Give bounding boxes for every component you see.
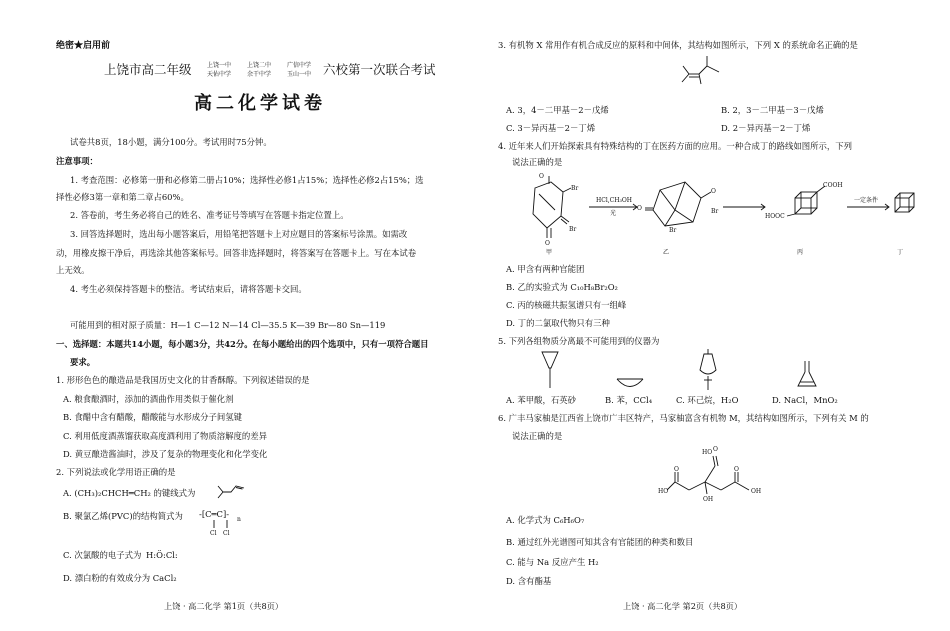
- atom-label: O: [545, 240, 550, 247]
- skeletal-formula-figure: [216, 482, 246, 500]
- question-1-option-d[interactable]: D. 黄豆酿造酱油时，涉及了复杂的物理变化和化学变化: [63, 449, 268, 459]
- compound-x-structure: [679, 52, 723, 88]
- reagent-label: 光: [610, 210, 617, 217]
- question-5-stem: 5. 下列各组物质分离最不可能用到的仪器为: [498, 336, 660, 346]
- question-3-option-a[interactable]: A. 3，4－二甲基－2－戊烯: [506, 105, 609, 115]
- section-heading: 一、选择题：本题共14小题，每小题3分，共42分。在每小题给出的四个选项中，只有一项符合题目: [56, 339, 429, 349]
- question-6-stem-cont: 说法正确的是: [512, 431, 563, 441]
- question-1-option-b[interactable]: B. 食醋中含有醋酸，醋酸能与水形成分子间氢键: [63, 412, 242, 422]
- question-5-option-a[interactable]: A. 苯甲酸，石英砂: [506, 395, 576, 405]
- question-2-stem: 2. 下列说法或化学用语正确的是: [56, 467, 176, 477]
- group-label: COOH: [823, 182, 843, 189]
- distillation-flask-icon: [795, 360, 819, 390]
- question-4-option-a[interactable]: A. 甲含有两种官能团: [506, 264, 585, 274]
- atom-label: Br: [669, 227, 677, 234]
- atom-label: Br: [571, 185, 579, 192]
- question-5-option-b[interactable]: B. 苯，CCl₄: [605, 395, 653, 405]
- question-1-option-a[interactable]: A. 粮食酿酒时，添加的酒曲作用类似于催化剂: [63, 394, 234, 404]
- question-4-stem-cont: 说法正确的是: [512, 157, 563, 167]
- school-name: 天佑中学: [207, 71, 232, 78]
- page-footer: 上饶 · 高二化学 第2页（共8页）: [623, 601, 743, 611]
- funnel-icon: [541, 350, 559, 390]
- paper-info: 试卷共8页，18小题，满分100分。考试用时75分钟。: [70, 137, 272, 147]
- hclo-electron-formula: H:Ö:Cl:: [146, 550, 178, 560]
- compound-label: 乙: [663, 249, 670, 256]
- atom-label: HO: [658, 488, 669, 495]
- note-line: 动，用橡皮擦干净后，再选涂其他答案标号。回答非选择题时，将答案写在答题卡上。写在本试卷: [56, 248, 417, 258]
- question-5-option-d[interactable]: D. NaCl，MnO₂: [772, 395, 838, 405]
- atom-label: O: [637, 205, 642, 212]
- pvc-bonds-figure: [205, 519, 235, 529]
- question-2-option-d[interactable]: D. 漂白粉的有效成分为 CaCl₂: [63, 573, 177, 583]
- atomic-masses: 可能用到的相对原子质量：H—1 C—12 N—14 Cl—35.5 K—39 Br—80 Sn—119: [70, 320, 386, 330]
- paper-title: 高二化学试卷: [194, 93, 326, 114]
- compound-label: 丙: [797, 249, 804, 256]
- note-line: 1. 考查范围：必修第一册和必修第二册占10%；选择性必修1占15%；选择性必修2占15%；选: [70, 175, 424, 185]
- question-2-option-b[interactable]: B. 聚氯乙烯(PVC)的结构简式为: [63, 511, 183, 521]
- question-6-option-a[interactable]: A. 化学式为 C₆H₆O₇: [506, 515, 585, 525]
- question-6-stem: 6. 广丰马家柚是江西省上饶市广丰区特产，马家柚富含有机物 M，其结构如图所示，下列有关 M 的: [498, 413, 869, 423]
- synthesis-route-figure: [525, 170, 925, 260]
- question-2-option-a[interactable]: A. (CH₃)₂CHCH═CH₂ 的键线式为: [63, 488, 196, 498]
- school-name: 余干中学: [247, 71, 272, 78]
- exam-header-suffix: 六校第一次联合考试: [323, 62, 436, 77]
- compound-label: 丁: [897, 249, 904, 256]
- question-4-option-b[interactable]: B. 乙的实验式为 C₁₀H₈Br₂O₂: [506, 282, 618, 292]
- question-2-option-c[interactable]: C. 次氯酸的电子式为: [63, 550, 142, 560]
- atom-label: Br: [569, 226, 577, 233]
- question-3-option-d[interactable]: D. 2－异丙基－2－丁烯: [721, 123, 811, 133]
- school-name: 玉山一中: [287, 71, 312, 78]
- question-4-option-c[interactable]: C. 丙的核磁共振氢谱只有一组峰: [506, 300, 627, 310]
- note-line: 3. 回答选择题时，选出每小题答案后，用铅笔把答题卡上对应题目的答案标号涂黑。如需改: [70, 229, 408, 239]
- evaporating-dish-icon: [615, 376, 645, 390]
- reagent-label: HCl,CH₃OH: [596, 197, 633, 204]
- pvc-subscript: n: [237, 516, 241, 523]
- pvc-formula: -[C═C]-: [199, 509, 230, 519]
- exam-header-prefix: 上饶市高二年级: [104, 62, 192, 77]
- question-1-option-c[interactable]: C. 利用低度酒蒸馏获取高度酒利用了物质溶解度的差异: [63, 431, 268, 441]
- atom-label: O: [734, 466, 739, 473]
- school-name: 上饶一中: [207, 62, 232, 69]
- group-label: HOOC: [765, 213, 785, 220]
- atom-label: O: [713, 446, 718, 453]
- question-6-option-c[interactable]: C. 能与 Na 反应产生 H₂: [506, 557, 599, 567]
- atom-label: HO: [702, 449, 713, 456]
- atom-label: OH: [751, 488, 762, 495]
- pvc-chlorine: Cl: [210, 530, 217, 537]
- note-line: 2. 答卷前，考生务必将自己的姓名、准考证号等填写在答题卡指定位置上。: [70, 210, 349, 220]
- question-4-stem: 4. 近年来人们开始探索具有特殊结构的丁在医药方面的应用。一种合成丁的路线如图所示，下列: [498, 141, 853, 151]
- question-6-option-d[interactable]: D. 含有酯基: [506, 576, 552, 586]
- note-line: 4. 考生必须保持答题卡的整洁。考试结束后，请将答题卡交回。: [70, 284, 307, 294]
- notes-heading: 注意事项：: [56, 156, 98, 166]
- atom-label: O: [539, 173, 544, 180]
- question-3-option-c[interactable]: C. 3－异丙基－2－丁烯: [506, 123, 596, 133]
- question-5-option-c[interactable]: C. 环己烷，H₂O: [676, 395, 739, 405]
- condition-label: 一定条件: [854, 197, 879, 204]
- page-footer: 上饶 · 高二化学 第1页（共8页）: [164, 601, 284, 611]
- separatory-funnel-icon: [697, 348, 719, 392]
- secret-mark: 绝密★启用前: [56, 41, 111, 51]
- atom-label: Br: [711, 208, 719, 215]
- atom-label: OH: [703, 496, 714, 503]
- compound-label: 甲: [546, 249, 553, 256]
- note-line: 上无效。: [56, 265, 90, 275]
- school-name: 上饶二中: [247, 62, 272, 69]
- question-3-option-b[interactable]: B. 2，3－二甲基－3－戊烯: [721, 105, 824, 115]
- atom-label: O: [711, 188, 716, 195]
- question-3-stem: 3. 有机物 X 常用作有机合成反应的原料和中间体，其结构如图所示，下列 X 的系统命名正确的是: [498, 40, 858, 50]
- question-1-stem: 1. 形形色色的酿造品是我国历史文化的甘香酥醇。下列叙述错误的是: [56, 375, 310, 385]
- compound-m-structure: [655, 446, 785, 506]
- atom-label: O: [674, 466, 679, 473]
- section-heading-cont: 要求。: [70, 357, 96, 367]
- question-4-option-d[interactable]: D. 丁的二氯取代物只有三种: [506, 318, 610, 328]
- question-6-option-b[interactable]: B. 通过红外光谱图可知其含有官能团的种类和数目: [506, 537, 694, 547]
- pvc-chlorine: Cl: [223, 530, 230, 537]
- school-name: 广信中学: [287, 62, 312, 69]
- page-2: [475, 0, 950, 631]
- note-line: 择性必修3第一章和第二章占60%。: [56, 192, 189, 202]
